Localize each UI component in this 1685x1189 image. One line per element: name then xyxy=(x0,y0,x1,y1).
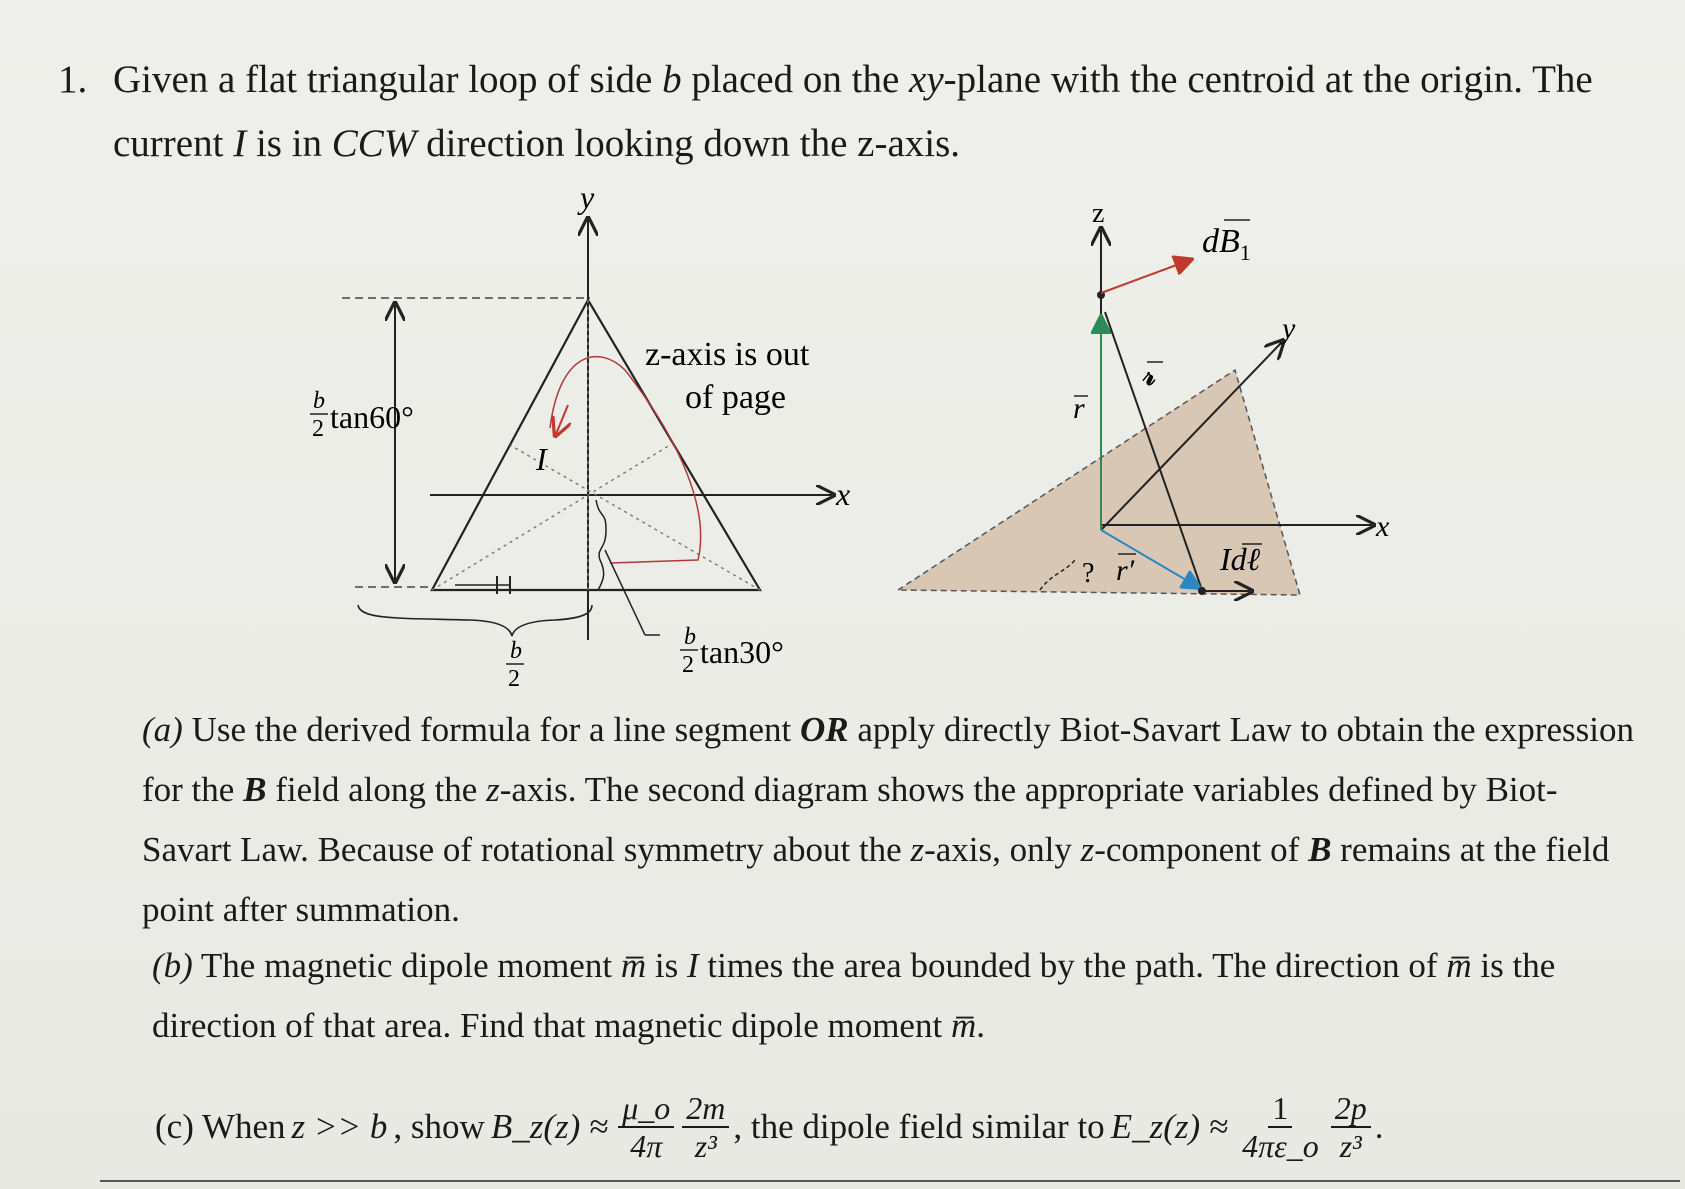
Idl-label: Idℓ xyxy=(1220,541,1260,577)
height-frac-num: b xyxy=(313,388,325,414)
part-a-z: z xyxy=(486,770,500,809)
part-b xyxy=(152,936,1642,1056)
fraction-numerator: 1 xyxy=(1268,1090,1292,1128)
half-base-brace xyxy=(358,605,592,636)
r-prime-label: r′ xyxy=(1116,554,1135,587)
part-c-text: , show xyxy=(393,1107,485,1146)
var-ccw: CCW xyxy=(331,122,417,165)
fraction-denominator: z³ xyxy=(694,1128,717,1164)
fraction-numerator: 2m xyxy=(682,1090,729,1128)
fraction-numerator: 2p xyxy=(1331,1090,1371,1128)
var-xy: xy xyxy=(909,58,944,101)
z-axis-label: z xyxy=(1092,200,1105,229)
equation-Bz: B_z(z) ≈ xyxy=(490,1107,609,1146)
x-axis-label: x xyxy=(836,476,851,512)
r-label: r xyxy=(1073,392,1085,425)
fraction-m xyxy=(682,1090,729,1164)
y-axis-label: y xyxy=(1282,312,1296,345)
figure-biot-savart xyxy=(890,200,1410,620)
current-label: I xyxy=(536,441,547,477)
fraction-numerator: μ_o xyxy=(618,1090,674,1128)
problem-text-part: direction looking down the z-axis. xyxy=(416,122,961,165)
part-b-text: times the area bounded by the path. The direction of xyxy=(698,946,1447,985)
inradius-frac-den: 2 xyxy=(682,652,694,678)
height-frac-den: 2 xyxy=(312,416,324,442)
part-a-text: remains at the field point after summation. xyxy=(142,830,1610,929)
figure-triangle xyxy=(300,180,860,700)
bottom-rule xyxy=(100,1180,1680,1182)
script-r-label: 𝓇 xyxy=(1143,359,1156,392)
problem-text-part: -plane with the centroid at the origin. The current xyxy=(113,58,1593,165)
part-c-condition: z >> b xyxy=(291,1107,388,1146)
part-b-text: is the direction of that area. Find that magnetic dipole moment xyxy=(152,946,1556,1045)
dB-text: dB xyxy=(1202,223,1240,260)
median-line xyxy=(510,445,760,590)
x-axis-label: x xyxy=(1376,510,1390,543)
part-b-text: . xyxy=(976,1006,985,1045)
problem-number: 1. xyxy=(58,58,88,101)
fraction-denominator: 4π xyxy=(630,1128,663,1164)
problem-text-part: Given a flat triangular loop of side xyxy=(113,58,663,101)
dB-label xyxy=(1202,223,1251,265)
note-line1: z-axis is out xyxy=(645,336,810,373)
part-b-m: m̅ xyxy=(950,1006,977,1045)
part-a-text: -axis. The second diagram shows the appropriate variables defined by Biot-Savart Law. Because of rotational symmetry about the xyxy=(142,770,1558,869)
inradius-frac-num: b xyxy=(684,624,696,650)
part-a-text: apply directly Biot-Savart Law to obtain the expression for the xyxy=(142,710,1634,809)
median-line xyxy=(432,445,670,590)
question-mark: ? xyxy=(1082,558,1095,589)
part-a-z: z xyxy=(910,830,925,869)
var-b: b xyxy=(662,58,682,101)
fraction-denominator: 4πε_o xyxy=(1242,1128,1319,1164)
fraction-mu xyxy=(618,1090,674,1164)
part-a-z: z xyxy=(1080,830,1095,869)
part-c-end: . xyxy=(1374,1107,1384,1146)
y-axis-label: y xyxy=(580,180,595,215)
height-label: tan60° xyxy=(330,399,414,435)
part-a-text: Use the derived formula for a line segment xyxy=(182,710,800,749)
half-frac-num: b xyxy=(510,638,522,664)
part-b-text: The magnetic dipole moment xyxy=(192,946,621,985)
part-a xyxy=(142,700,1642,940)
fraction-p xyxy=(1331,1090,1371,1164)
part-b-I: I xyxy=(686,946,699,985)
part-a-text: -axis, only xyxy=(924,830,1081,869)
problem-text-part: placed on the xyxy=(681,58,910,101)
part-a-B: B xyxy=(243,770,267,809)
part-c-line xyxy=(155,1090,1655,1164)
part-b-m: m̅ xyxy=(1446,946,1472,985)
part-a-B: B xyxy=(1308,830,1332,869)
inradius-brace xyxy=(596,500,606,590)
part-a-or: OR xyxy=(799,710,849,749)
part-c-text: , the dipole field similar to xyxy=(733,1107,1105,1146)
dB-subscript: 1 xyxy=(1239,240,1251,265)
part-b-label: (b) xyxy=(152,946,193,985)
equation-Ez: E_z(z) ≈ xyxy=(1110,1107,1229,1146)
part-a-text: field along the xyxy=(266,770,487,809)
fraction-one xyxy=(1238,1090,1323,1164)
current-arrow xyxy=(556,405,568,434)
problem-text xyxy=(113,48,1673,176)
part-a-text: -component of xyxy=(1094,830,1309,869)
part-b-text: is xyxy=(646,946,687,985)
half-frac-den: 2 xyxy=(508,666,520,692)
part-c-label: (c) When xyxy=(155,1107,286,1146)
dB-vector xyxy=(1101,260,1190,293)
part-a-label: (a) xyxy=(142,710,183,749)
current-path xyxy=(550,357,701,563)
fraction-denominator: z³ xyxy=(1339,1128,1362,1164)
part-c xyxy=(155,1090,1655,1164)
part-b-m: m̅ xyxy=(620,946,647,985)
var-I: I xyxy=(233,122,247,165)
inradius-label: tan30° xyxy=(700,634,784,670)
note-line2: of page xyxy=(685,379,787,416)
problem-text-part: is in xyxy=(246,122,332,165)
